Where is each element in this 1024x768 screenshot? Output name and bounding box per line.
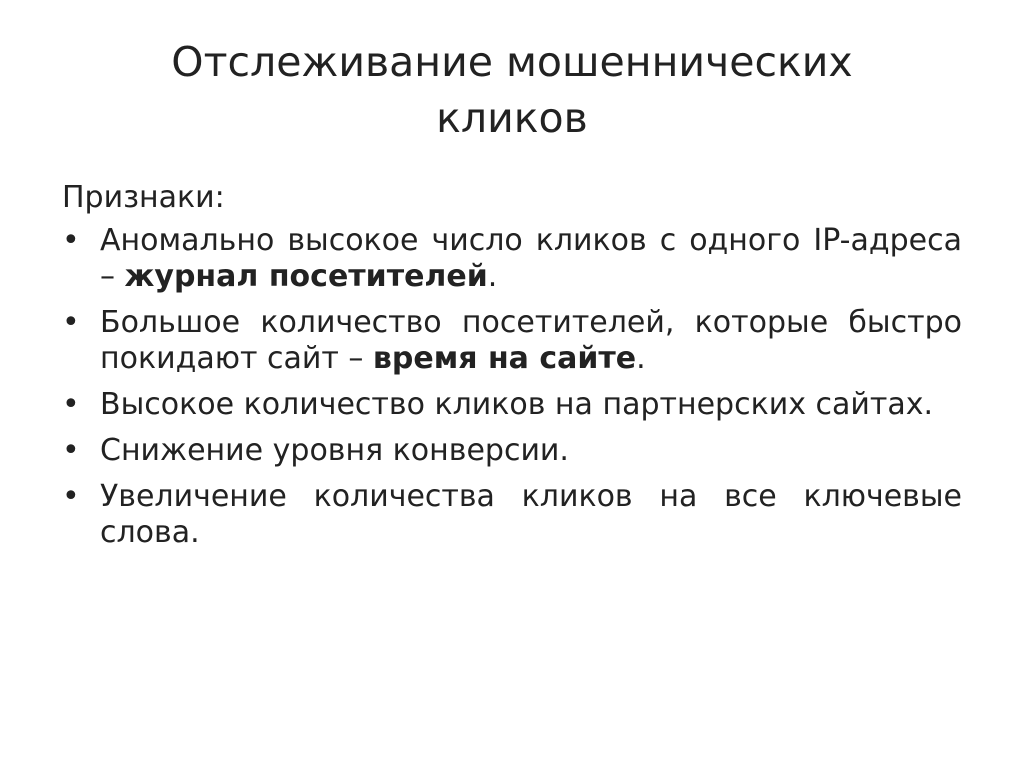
list-item-text: Большое количество посетителей, которые быстро покидают сайт – [100,305,962,376]
slide-title-line-1: Отслеживание мошеннических [171,38,853,86]
list-item-bold: журнал посетителей [124,259,488,294]
list-item-text: Аномально высокое число кликов с одного IP-адреса – [100,223,962,294]
list-item-tail: . [487,259,498,294]
lead-text: Признаки: [62,180,225,215]
bullet-list [62,223,962,551]
bullet-icon: • [62,305,80,340]
list-item-text: Высокое количество кликов на партнерских сайтах. [100,387,934,422]
list-item [62,433,962,469]
slide-title-line-2: кликов [436,94,588,142]
list-item [62,387,962,423]
list-item [62,479,962,551]
slide-body [62,180,962,561]
bullet-icon: • [62,433,80,468]
list-item-text: Снижение уровня конверсии. [100,433,569,468]
slide-title [80,34,944,146]
list-item-tail: . [636,341,646,376]
bullet-icon: • [62,479,80,514]
list-item-bold: время на сайте [372,341,637,376]
list-item [62,223,962,295]
bullet-icon: • [62,223,80,258]
list-item [62,305,962,377]
list-item-text: Увеличение количества кликов на все ключевые слова. [100,479,962,550]
bullet-icon: • [62,387,80,422]
